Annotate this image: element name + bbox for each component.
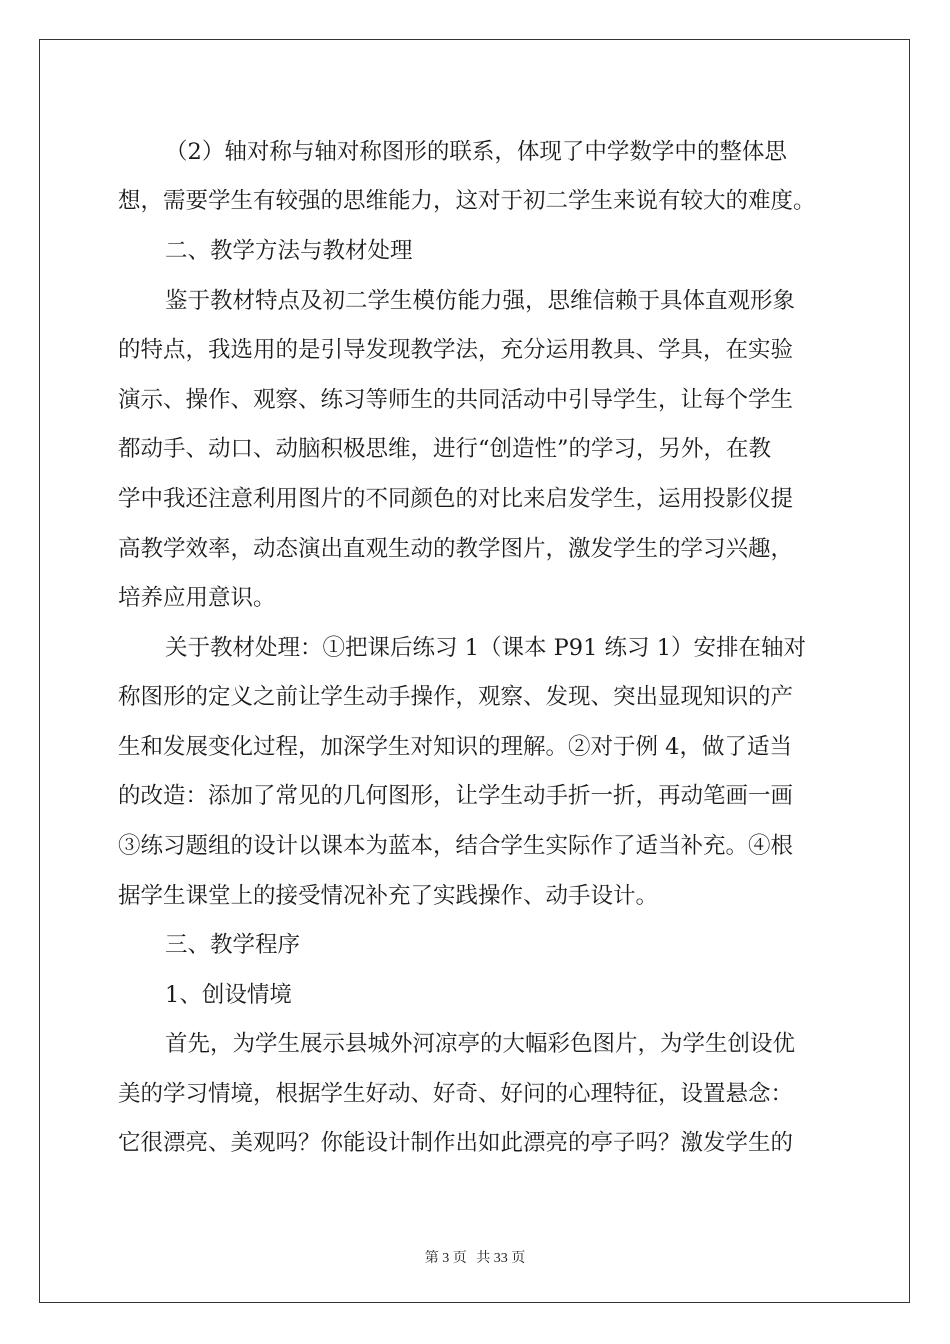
paragraph-line: 高教学效率，动态演出直观生动的教学图片，激发学生的学习兴趣， xyxy=(118,536,794,562)
subsection-heading: 1、创设情境 xyxy=(165,982,292,1008)
paragraph-line: 它很漂亮、美观吗？你能设计制作出如此漂亮的亭子吗？激发学生的 xyxy=(118,1130,794,1156)
page-border xyxy=(39,39,910,1303)
paragraph-line: 据学生课堂上的接受情况补充了实践操作、动手设计。 xyxy=(118,883,659,909)
paragraph-line: 都动手、动口、动脑积极思维，进行“创造性”的学习，另外，在教 xyxy=(118,436,772,462)
paragraph-line: 鉴于教材特点及初二学生模仿能力强，思维信赖于具体直观形象 xyxy=(165,288,796,314)
paragraph-line: ③练习题组的设计以课本为蓝本，结合学生实际作了适当补充。④根 xyxy=(118,833,794,859)
section-heading: 二、教学方法与教材处理 xyxy=(165,238,413,264)
paragraph-line: 培养应用意识。 xyxy=(118,585,276,611)
paragraph-line: （2）轴对称与轴对称图形的联系，体现了中学数学中的整体思 xyxy=(165,139,787,165)
page-number: 第 3 页 xyxy=(424,1251,467,1266)
paragraph-line: 关于教材处理：①把课后练习 1（课本 P91 练习 1）安排在轴对 xyxy=(165,635,807,661)
paragraph-line: 演示、操作、观察、练习等师生的共同活动中引导学生，让每个学生 xyxy=(118,387,794,413)
paragraph-line: 想，需要学生有较强的思维能力，这对于初二学生来说有较大的难度。 xyxy=(118,188,816,214)
page-footer xyxy=(0,1247,950,1267)
paragraph-line: 的改造：添加了常见的几何图形，让学生动手折一折，再动笔画一画 xyxy=(118,783,794,809)
paragraph-line: 的特点，我选用的是引导发现教学法，充分运用教具、学具，在实验 xyxy=(118,337,794,363)
paragraph-line: 首先，为学生展示县城外河凉亭的大幅彩色图片，为学生创设优 xyxy=(165,1031,796,1057)
paragraph-line: 美的学习情境，根据学生好动、好奇、好问的心理特征，设置悬念： xyxy=(118,1081,794,1107)
total-pages: 共 33 页 xyxy=(476,1251,526,1266)
section-heading: 三、教学程序 xyxy=(165,932,301,958)
paragraph-line: 生和发展变化过程，加深学生对知识的理解。②对于例 4，做了适当 xyxy=(118,734,792,760)
paragraph-line: 学中我还注意利用图片的不同颜色的对比来启发学生，运用投影仪提 xyxy=(118,486,794,512)
paragraph-line: 称图形的定义之前让学生动手操作，观察、发现、突出显现知识的产 xyxy=(118,684,794,710)
